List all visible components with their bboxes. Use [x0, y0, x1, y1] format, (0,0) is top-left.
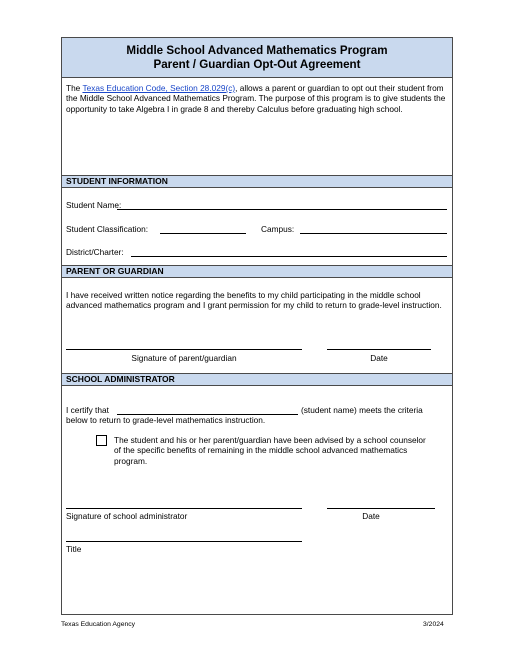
tec-link[interactable]: Texas Education Code, Section 28.029(c)	[82, 83, 236, 93]
classification-label: Student Classification:	[66, 224, 149, 234]
admin-date-field[interactable]	[327, 508, 435, 509]
certify-prefix: I certify that	[66, 405, 109, 415]
form-subtitle: Parent / Guardian Opt-Out Agreement	[153, 58, 361, 71]
footer-date: 3/2024	[423, 621, 444, 628]
student-name-label: Student Name:	[66, 200, 122, 210]
parent-signature-field[interactable]	[66, 349, 302, 350]
intro-prefix: The	[66, 83, 83, 93]
student-name-field[interactable]	[117, 209, 447, 210]
form-title: Middle School Advanced Mathematics Program	[126, 44, 388, 57]
classification-field[interactable]	[160, 233, 246, 234]
form-header	[62, 38, 452, 78]
admin-heading: SCHOOL ADMINISTRATOR	[62, 373, 452, 386]
parent-date-label: Date	[370, 353, 388, 363]
admin-date-label: Date	[362, 511, 380, 521]
student-info-heading: STUDENT INFORMATION	[62, 175, 452, 188]
admin-title-field[interactable]	[66, 541, 302, 542]
campus-field[interactable]	[300, 233, 447, 234]
parent-date-field[interactable]	[327, 349, 431, 350]
certify-suffix: (student name) meets the criteria	[301, 405, 423, 415]
intro-paragraph	[66, 83, 450, 114]
admin-signature-field[interactable]	[66, 508, 302, 509]
certify-line-2: below to return to grade-level mathematics instruction.	[66, 415, 266, 425]
counselor-advised-checkbox[interactable]	[96, 435, 107, 446]
parent-signature-label: Signature of parent/guardian	[131, 353, 237, 363]
parent-heading: PARENT OR GUARDIAN	[62, 265, 452, 278]
district-field[interactable]	[131, 256, 447, 257]
intro-text: , allows a parent or guardian to opt out their student from the Middle School Advanced Mathematics Program. The purpose of this program is to give students the opportunity to take Algebra I in grade 8 and thereby Calculus before graduating high school.	[66, 83, 446, 114]
admin-signature-label: Signature of school administrator	[66, 511, 188, 521]
checkbox-text: The student and his or her parent/guardian have been advised by a school counselor of the specific benefits of remaining in the middle school advanced mathematics program.	[114, 435, 426, 466]
campus-label: Campus:	[261, 224, 295, 234]
district-label: District/Charter:	[66, 247, 124, 257]
parent-statement: I have received written notice regarding the benefits to my child participating in the middle school advanced mathematics program and I grant permission for my child to return to grade-level instruction.	[66, 290, 442, 311]
opt-out-form	[61, 37, 453, 615]
admin-title-label: Title	[66, 544, 82, 554]
footer-agency: Texas Education Agency	[61, 621, 136, 628]
